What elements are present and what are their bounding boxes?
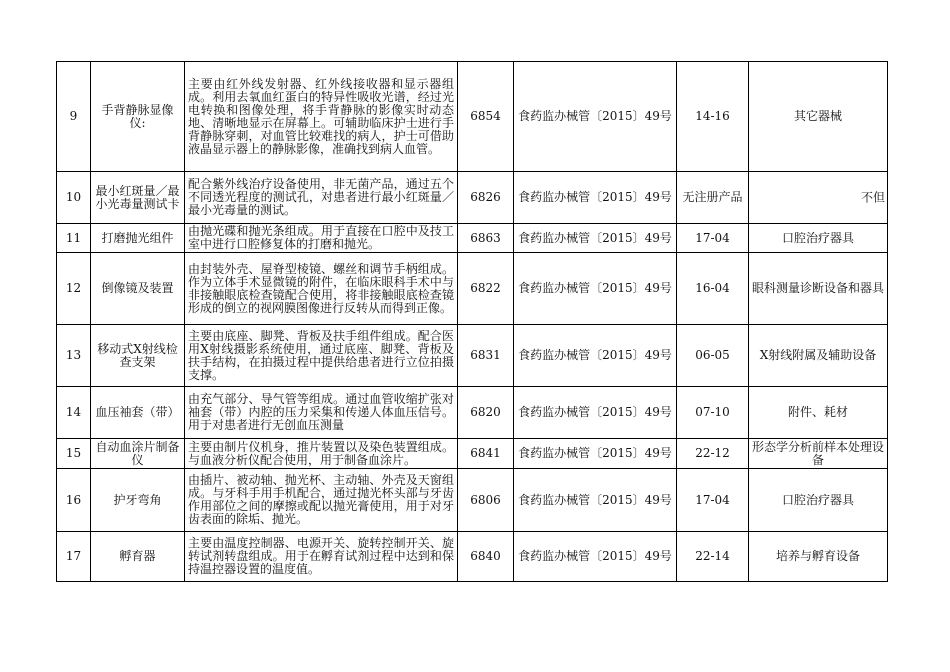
row-index: 12	[57, 253, 91, 325]
reference-document: 食药监办械管〔2015〕49号	[514, 224, 677, 253]
table-row	[57, 532, 888, 582]
category-name: 口腔治疗器具	[749, 224, 888, 253]
reference-document: 食药监办械管〔2015〕49号	[514, 532, 677, 582]
subcategory-code: 06-05	[677, 325, 749, 387]
subcategory-code: 07-10	[677, 387, 749, 439]
device-catalog-table	[56, 61, 888, 582]
device-name: 打磨抛光组件	[91, 224, 185, 253]
classification-code: 6806	[458, 469, 514, 532]
device-description: 由充气部分、导气管等组成。通过血管收缩扩张对袖套（带）内腔的压力采集和传递人体血压信号。用于对患者进行无创血压测量	[185, 387, 458, 439]
reference-document: 食药监办械管〔2015〕49号	[514, 439, 677, 469]
device-name: 护牙弯角	[91, 469, 185, 532]
category-name: 形态学分析前样本处理设备	[749, 439, 888, 469]
table-row	[57, 469, 888, 532]
classification-code: 6854	[458, 62, 514, 172]
device-description: 配合紫外线治疗设备使用，非无菌产品，通过五个不同透光程度的测试孔，对患者进行最小红斑量／最小光毒量的测试。	[185, 172, 458, 224]
device-name: 孵育器	[91, 532, 185, 582]
classification-code: 6822	[458, 253, 514, 325]
row-index: 9	[57, 62, 91, 172]
classification-code: 6840	[458, 532, 514, 582]
table-row	[57, 387, 888, 439]
subcategory-code: 22-12	[677, 439, 749, 469]
table-row	[57, 172, 888, 224]
reference-document: 食药监办械管〔2015〕49号	[514, 469, 677, 532]
device-description: 主要由底座、脚凳、背板及扶手组件组成。配合医用X射线摄影系统使用，通过底座、脚凳、背板及扶手结构，在拍摄过程中提供给患者进行立位拍摄支撑。	[185, 325, 458, 387]
reference-document: 食药监办械管〔2015〕49号	[514, 172, 677, 224]
device-description: 主要由温度控制器、电源开关、旋转控制开关、旋转试剂转盘组成。用于在孵育试剂过程中达到和保持温控器设置的温度值。	[185, 532, 458, 582]
table-body	[57, 62, 888, 582]
device-name: 血压袖套（带）	[91, 387, 185, 439]
row-index: 17	[57, 532, 91, 582]
subcategory-code: 16-04	[677, 253, 749, 325]
device-name: 最小红斑量／最小光毒量测试卡	[91, 172, 185, 224]
subcategory-code: 17-04	[677, 224, 749, 253]
table-row	[57, 325, 888, 387]
category-name: X射线附属及辅助设备	[749, 325, 888, 387]
category-name: 附件、耗材	[749, 387, 888, 439]
category-name: 其它器械	[749, 62, 888, 172]
table-row	[57, 62, 888, 172]
classification-code: 6841	[458, 439, 514, 469]
reference-document: 食药监办械管〔2015〕49号	[514, 387, 677, 439]
classification-code: 6826	[458, 172, 514, 224]
subcategory-code: 22-14	[677, 532, 749, 582]
classification-code: 6863	[458, 224, 514, 253]
device-catalog-sheet	[56, 61, 888, 582]
classification-code: 6820	[458, 387, 514, 439]
device-name: 倒像镜及装置	[91, 253, 185, 325]
row-index: 13	[57, 325, 91, 387]
device-description: 主要由制片仪机身，推片装置以及染色装置组成。与血液分析仪配合使用，用于制备血涂片。	[185, 439, 458, 469]
subcategory-code: 14-16	[677, 62, 749, 172]
category-name	[749, 172, 888, 224]
row-index: 14	[57, 387, 91, 439]
device-description: 由抛光碟和抛光条组成。用于直接在口腔中及技工室中进行口腔修复体的打磨和抛光。	[185, 224, 458, 253]
overflow-note: 不但	[861, 190, 886, 204]
device-description: 主要由红外线发射器、红外线接收器和显示器组成。利用去氧血红蛋白的特异性吸收光谱，经过光电转换和图像处理，将手背静脉的影像实时动态地、清晰地显示在屏幕上。可辅助临床护士进行手背静脉穿刺，对血管比较难找的病人，护士可借助液晶显示器上的静脉影像，准确找到病人血管。	[185, 62, 458, 172]
reference-document: 食药监办械管〔2015〕49号	[514, 62, 677, 172]
device-name: 手背静脉显像仪:	[91, 62, 185, 172]
row-index: 10	[57, 172, 91, 224]
table-row	[57, 253, 888, 325]
device-description: 由插片、被动轴、抛光杯、主动轴、外壳及天窗组成。与牙科手用手机配合，通过抛光杯头部与牙齿作用部位之间的摩擦或配以抛光膏使用，用于对牙齿表面的除垢、抛光。	[185, 469, 458, 532]
device-name: 自动血涂片制备仪	[91, 439, 185, 469]
category-name: 培养与孵育设备	[749, 532, 888, 582]
category-name: 口腔治疗器具	[749, 469, 888, 532]
device-name: 移动式X射线检查支架	[91, 325, 185, 387]
device-description: 由封装外壳、屋脊型棱镜、螺丝和调节手柄组成。作为立体手术显微镜的附件，在临床眼科手术中与非接触眼底检查镜配合使用，将非接触眼底检查镜形成的倒立的视网膜图像进行反转从而得到正像。	[185, 253, 458, 325]
row-index: 16	[57, 469, 91, 532]
reference-document: 食药监办械管〔2015〕49号	[514, 325, 677, 387]
row-index: 15	[57, 439, 91, 469]
table-row	[57, 224, 888, 253]
row-index: 11	[57, 224, 91, 253]
table-row	[57, 439, 888, 469]
subcategory-code: 无注册产品	[677, 172, 749, 224]
subcategory-code: 17-04	[677, 469, 749, 532]
classification-code: 6831	[458, 325, 514, 387]
category-name: 眼科测量诊断设备和器具	[749, 253, 888, 325]
reference-document: 食药监办械管〔2015〕49号	[514, 253, 677, 325]
